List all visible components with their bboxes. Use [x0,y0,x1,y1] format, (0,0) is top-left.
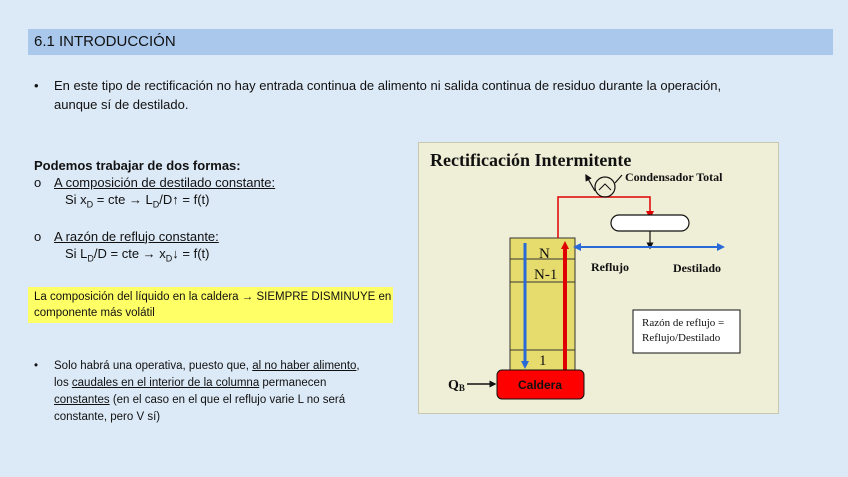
bullet-marker: • [34,78,39,93]
intro-text: En este tipo de rectificación no hay entrada continua de alimento ni salida continua de residuo durante la operación, aunque sí de destilado. [54,78,722,112]
underlined-phrase: al no haber alimento [252,360,357,372]
operativa-text: Solo habrá una operativa, puesto que, al no haber alimento, los caudales en el interior de la columna permanecen constantes (en el caso en el que el reflujo varie L no será constante, pero V sí) [54,360,360,423]
forma-item-2-label: A razón de reflujo constante: [54,228,219,244]
list-marker: o [34,175,42,190]
condenser-icon [595,177,615,197]
forma-item-2-formula: Si $L_D/D$ = cte → $x_D↓ = f(t)$ [65,245,210,264]
forma-item-1-formula: Si $x_D$ = cte → $L_D/D↑ = f(t)$ [65,192,210,210]
forma-item-2 [34,228,275,245]
underlined-phrase: constantes [54,394,110,406]
caldera-label: Caldera [517,378,563,392]
plate-n1-label: N-1 [534,267,558,283]
condenser-label: Condensador Total [625,170,723,184]
highlight-text: La composición del líquido en la caldera → SIEMPRE DISMINUYE en componente más volátil [34,291,392,319]
list-marker: o [34,228,42,244]
formas-heading: Podemos trabajar de dos formas: [34,158,241,173]
underlined-phrase: caudales en el interior de la columna [71,377,260,389]
section-title-bar [28,29,833,55]
reflux-drum [611,215,689,231]
bullet-marker: • [34,360,39,372]
diagram-title: Rectificación Intermitente [430,150,632,170]
destilado-label: Destilado [673,261,721,275]
diagram-svg [419,143,778,413]
forma-item-1-label: A composición de destilado constante: [54,175,276,190]
forma-item-1 [34,174,275,191]
reflujo-label: Reflujo [591,260,629,274]
reflux-ratio-line1: Razón de reflujo = [642,317,725,329]
section-title: 6.1 INTRODUCCIÓN [34,33,176,50]
plate-n-label: N [539,246,550,262]
highlight-box [28,287,393,323]
reflux-ratio-line2: Reflujo/Destilado [642,332,721,344]
plate-1-label: 1 [539,353,547,369]
batch-rectification-diagram [418,142,779,414]
formas-block [34,157,275,267]
heat-input-label: QB [448,378,465,393]
